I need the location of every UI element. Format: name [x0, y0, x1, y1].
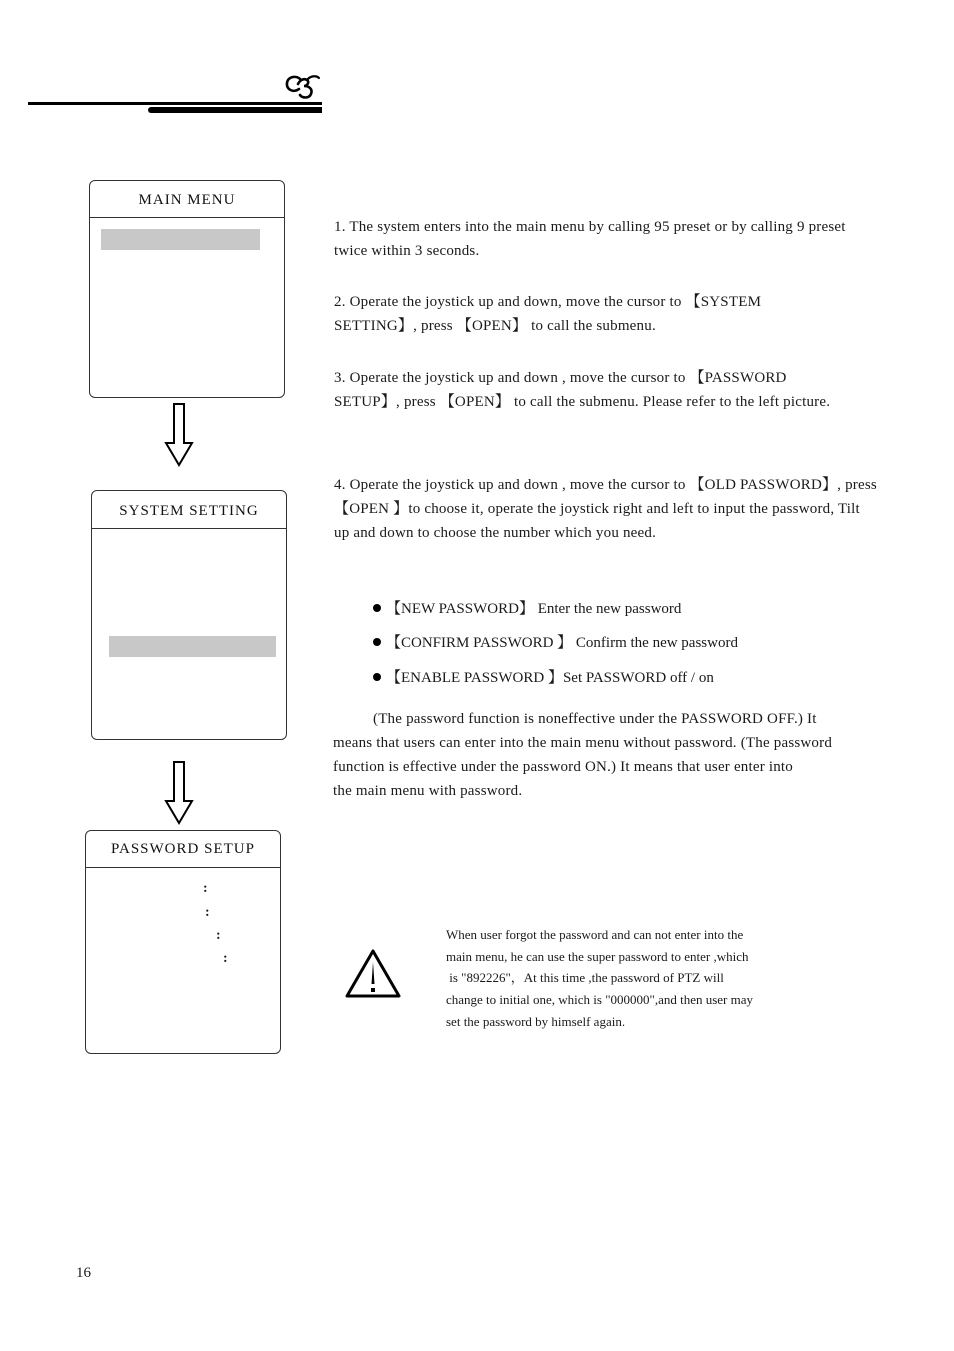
bullet-dot-icon [373, 673, 381, 681]
bullet-enable-password [373, 668, 714, 688]
bullet-new-password [373, 599, 681, 619]
system-setting-cursor-highlight [109, 636, 276, 657]
main-menu-divider [90, 217, 284, 218]
main-menu-cursor-highlight [101, 229, 260, 250]
warning-line-5: set the password by himself again. [446, 1013, 626, 1029]
step-2-text: 2. Operate the joystick up and down, move the cursor to 【SYSTEM SETTING】, press 【OPEN】 to call the submenu. [334, 294, 762, 334]
warning-line-3: is "892226"，At this time ,the password of PTZ will [446, 970, 724, 986]
bullet-dot-icon [373, 604, 381, 612]
new-password-colon: : [205, 905, 210, 920]
system-setting-divider [92, 528, 286, 529]
password-note-line-2: means that users can enter into the main menu without password. (The password [333, 735, 833, 751]
bullet-enable-password-text: 【ENABLE PASSWORD 】Set PASSWORD off / on [386, 670, 714, 686]
confirm-password-colon: : [216, 928, 221, 943]
password-note-line-1: (The password function is noneffective under the PASSWORD OFF.) It [373, 711, 817, 727]
password-note-line-4: the main menu with password. [333, 783, 523, 799]
password-note [333, 707, 903, 803]
super-password-warning [446, 924, 826, 1033]
main-menu-title: MAIN MENU [138, 192, 236, 208]
bullet-confirm-password-text: 【CONFIRM PASSWORD 】 Confirm the new password [386, 635, 738, 651]
step-4-text: 4. Operate the joystick up and down , move the cursor to 【OLD PASSWORD】, press 【OPEN 】to choose it, operate the joystick right and left to input the password, Tilt up and down to choose the number which you need. [334, 477, 877, 541]
bullet-dot-icon [373, 638, 381, 646]
password-setup-title: PASSWORD SETUP [111, 841, 255, 857]
step-1-text: 1. The system enters into the main menu by calling 95 preset or by calling 9 preset twice within 3 seconds. [334, 219, 846, 259]
page-number: 16 [76, 1265, 91, 1281]
step-3-text: 3. Operate the joystick up and down , move the cursor to 【PASSWORD SETUP】, press 【OPEN】 to call the submenu. Please refer to the left picture. [334, 370, 831, 410]
bullet-new-password-text: 【NEW PASSWORD】 Enter the new password [386, 601, 682, 617]
warning-line-4: change to initial one, which is "000000",and then user may [446, 992, 754, 1008]
header-rule-thin [28, 102, 322, 105]
script-logo-icon [284, 68, 324, 102]
header-rule-thick [148, 107, 322, 113]
main-menu-panel [89, 180, 285, 398]
warning-line-1: When user forgot the password and can not enter into the [446, 927, 744, 942]
down-arrow-icon [164, 403, 194, 467]
bullet-confirm-password [373, 633, 738, 653]
warning-line-2: main menu, he can use the super password to enter ,which [446, 948, 749, 964]
old-password-colon: : [203, 881, 208, 896]
password-setup-panel [85, 830, 281, 1054]
password-setup-divider [86, 867, 280, 868]
down-arrow-icon [164, 761, 194, 825]
password-note-line-3: function is effective under the password ON.) It means that user enter into [333, 759, 794, 775]
system-setting-title: SYSTEM SETTING [119, 503, 259, 519]
enable-password-colon: : [223, 951, 228, 966]
warning-triangle-icon [344, 948, 402, 1000]
system-setting-panel [91, 490, 287, 740]
